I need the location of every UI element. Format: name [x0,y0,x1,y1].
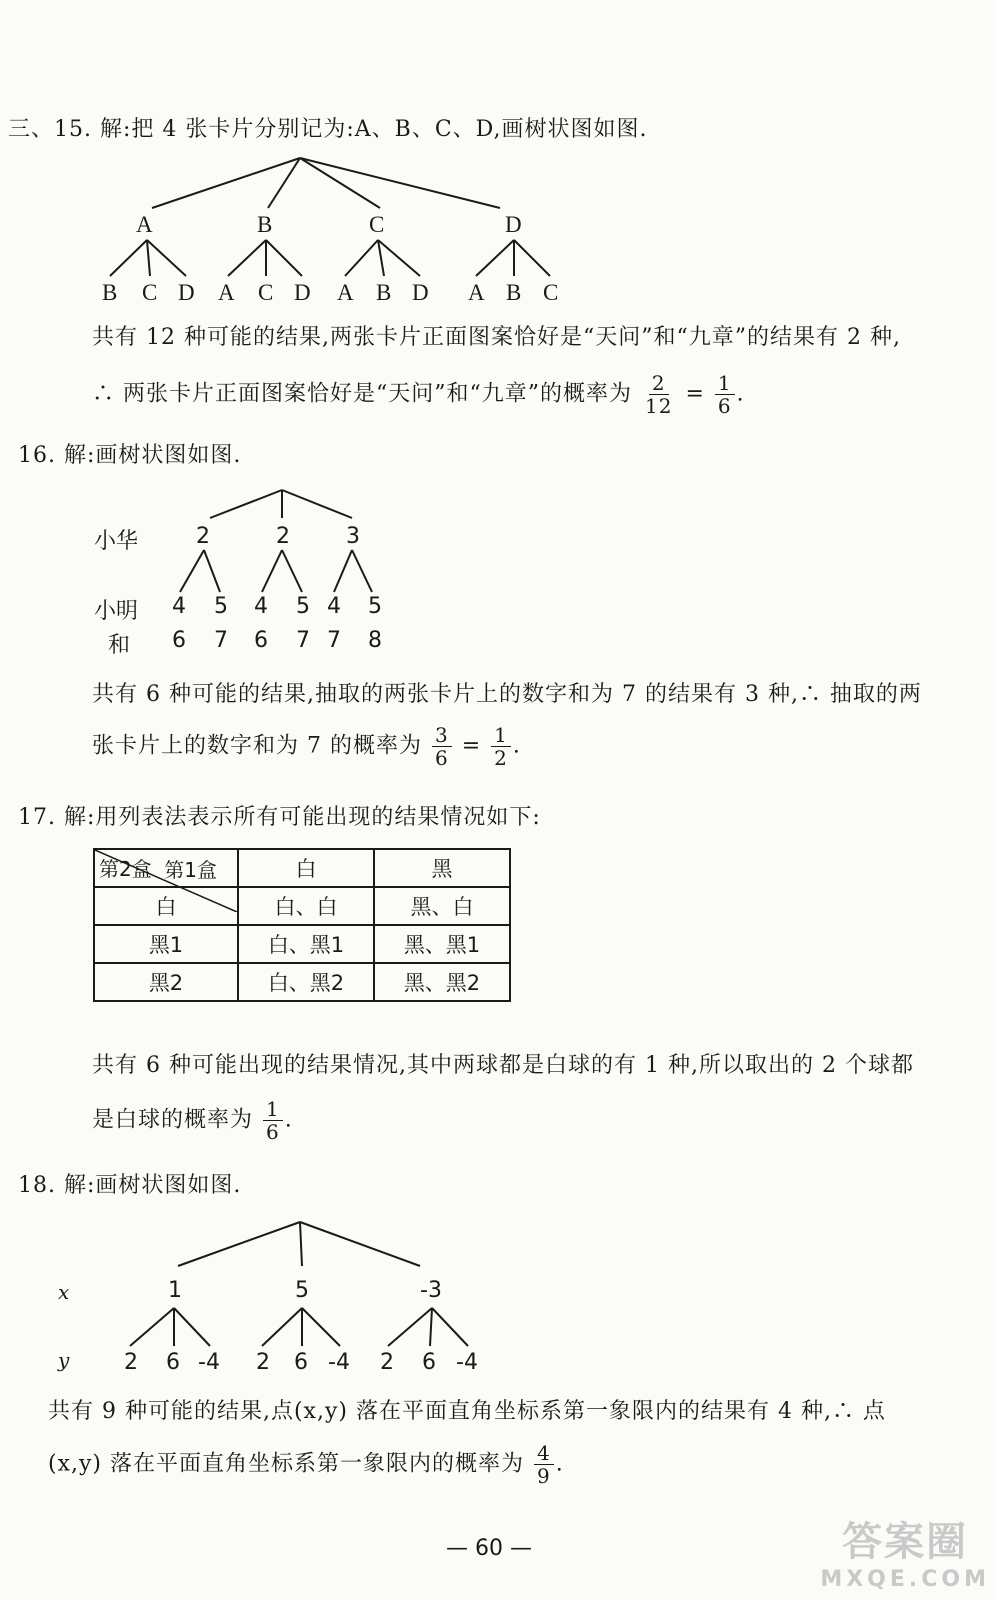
table-cell: 黑、黑1 [374,925,510,963]
q15-leaf: C [258,280,274,305]
q16-leaf: 5 [214,594,228,619]
q15-leaf: A [218,280,235,305]
q15-result-line: 共有 12 种可能的结果,两张卡片正面图案恰好是“天问”和“九章”的结果有 2 种, [92,325,901,350]
q18-node: 5 [295,1278,309,1303]
q18-result-line: 共有 9 种可能的结果,点(x,y) 落在平面直角坐标系第一象限内的结果有 4 种,∴ 点 [48,1399,886,1424]
q18-probability-line: (x,y) 落在平面直角坐标系第一象限内的概率为 $\frac{4}{9}$ . [48,1441,564,1488]
q18-fraction-4-9: $\frac{4}{9}$ [534,1442,554,1487]
q18-leaf: -4 [198,1350,220,1375]
q16-sum: 6 [254,628,268,653]
q16-label-xiaohua: 小华 [94,529,139,554]
q16-probability-line: 张卡片上的数字和为 7 的概率为 $\frac{3}{6}$ = $\frac{1}{2}$ . [92,723,521,770]
q16-sum: 7 [296,628,310,653]
corner-label-box2: 第2盒 [99,857,152,881]
q16-label-xiaoming: 小明 [94,599,139,624]
q16-sum: 6 [172,628,186,653]
q17-result-line: 共有 6 种可能出现的结果情况,其中两球都是白球的有 1 种,所以取出的 2 个球都 [92,1053,914,1078]
q16-node: 3 [346,524,360,549]
q16-fraction-3-6: $\frac{3}{6}$ [432,724,452,769]
q16-node: 2 [196,524,210,549]
q18-node: 1 [168,1278,182,1303]
column-header: 黑 [374,849,510,887]
q16-sum: 7 [327,628,341,653]
q15-leaf: D [294,280,311,305]
q18-leaf: -4 [456,1350,478,1375]
q15-node-D: D [505,212,522,237]
page-number: — 60 — [446,1536,532,1561]
q16-leaf: 4 [172,594,186,619]
q17-intro: 17. 解:用列表法表示所有可能出现的结果情况如下: [18,805,541,830]
q16-fraction-1-2: $\frac{1}{2}$ [491,724,511,769]
q15-fraction-1-6: $\frac{1}{6}$ [715,372,735,417]
q17-probability-text: 是白球的概率为 [92,1107,254,1133]
q16-leaf: 5 [368,594,382,619]
q18-leaf: 2 [124,1350,138,1375]
q15-leaf: D [412,280,429,305]
row-header: 黑2 [94,963,238,1001]
q16-label-sum: 和 [108,633,131,658]
q18-label-x: x [58,1280,70,1304]
q16-result-line: 共有 6 种可能的结果,抽取的两张卡片上的数字和为 7 的结果有 3 种,∴ 抽取的两 [92,682,922,707]
q15-leaf: A [337,280,354,305]
q18-leaf: 2 [380,1350,394,1375]
watermark-logo: 答案圈 MXQE.COM [820,1519,990,1592]
q15-fraction-2-12: $\frac{2}{12}$ [644,371,673,418]
q18-intro: 18. 解:画树状图如图. [18,1173,242,1198]
q15-intro: 三、15. 解:把 4 张卡片分别记为:A、B、C、D,画树状图如图. [8,117,648,142]
q16-leaf: 4 [327,594,341,619]
q18-label-y: y [58,1348,70,1372]
q16-sum: 8 [368,628,382,653]
q15-leaf: C [543,280,559,305]
q18-leaf: 2 [256,1350,270,1375]
q15-probability-line: ∴ 两张卡片正面图案恰好是“天问”和“九章”的概率为 $\frac{2}{12}$ = $\frac{1}{6}$ . [92,371,745,418]
table-cell: 黑、白 [374,887,510,925]
q15-node-C: C [369,212,385,237]
q15-node-A: A [136,212,153,237]
q15-leaf: C [142,280,158,305]
q18-leaf: -4 [328,1350,350,1375]
q16-sum: 7 [214,628,228,653]
q17-fraction-1-6: $\frac{1}{6}$ [263,1098,283,1143]
q18-leaf: 6 [166,1350,180,1375]
table-cell: 黑、黑2 [374,963,510,1001]
equals-sign: = [685,381,705,407]
column-header: 白 [238,849,374,887]
row-header: 黑1 [94,925,238,963]
table-cell: 白、白 [238,887,374,925]
equals-sign: = [461,733,482,759]
q15-leaf: A [468,280,485,305]
q16-intro: 16. 解:画树状图如图. [18,443,242,468]
q18-leaf: 6 [294,1350,308,1375]
q15-leaf: D [178,280,195,305]
q18-probability-text: (x,y) 落在平面直角坐标系第一象限内的概率为 [48,1451,524,1477]
q15-leaf: B [376,280,392,305]
q15-leaf: B [506,280,522,305]
q18-leaf: 6 [422,1350,436,1375]
q16-node: 2 [276,524,290,549]
q18-node: -3 [420,1278,442,1303]
q17-probability-line: 是白球的概率为 $\frac{1}{6}$ . [92,1097,293,1144]
q16-leaf: 5 [296,594,310,619]
q15-node-B: B [257,212,273,237]
table-cell: 白、黑2 [238,963,374,1001]
table-cell: 白、黑1 [238,925,374,963]
corner-label-box1: 第1盒 [164,858,217,882]
q16-probability-text: 张卡片上的数字和为 7 的概率为 [92,733,422,759]
row-header: 白 [94,887,238,925]
q15-leaf: B [102,280,118,305]
q15-probability-text: ∴ 两张卡片正面图案恰好是“天问”和“九章”的概率为 [92,381,632,407]
q16-leaf: 4 [254,594,268,619]
